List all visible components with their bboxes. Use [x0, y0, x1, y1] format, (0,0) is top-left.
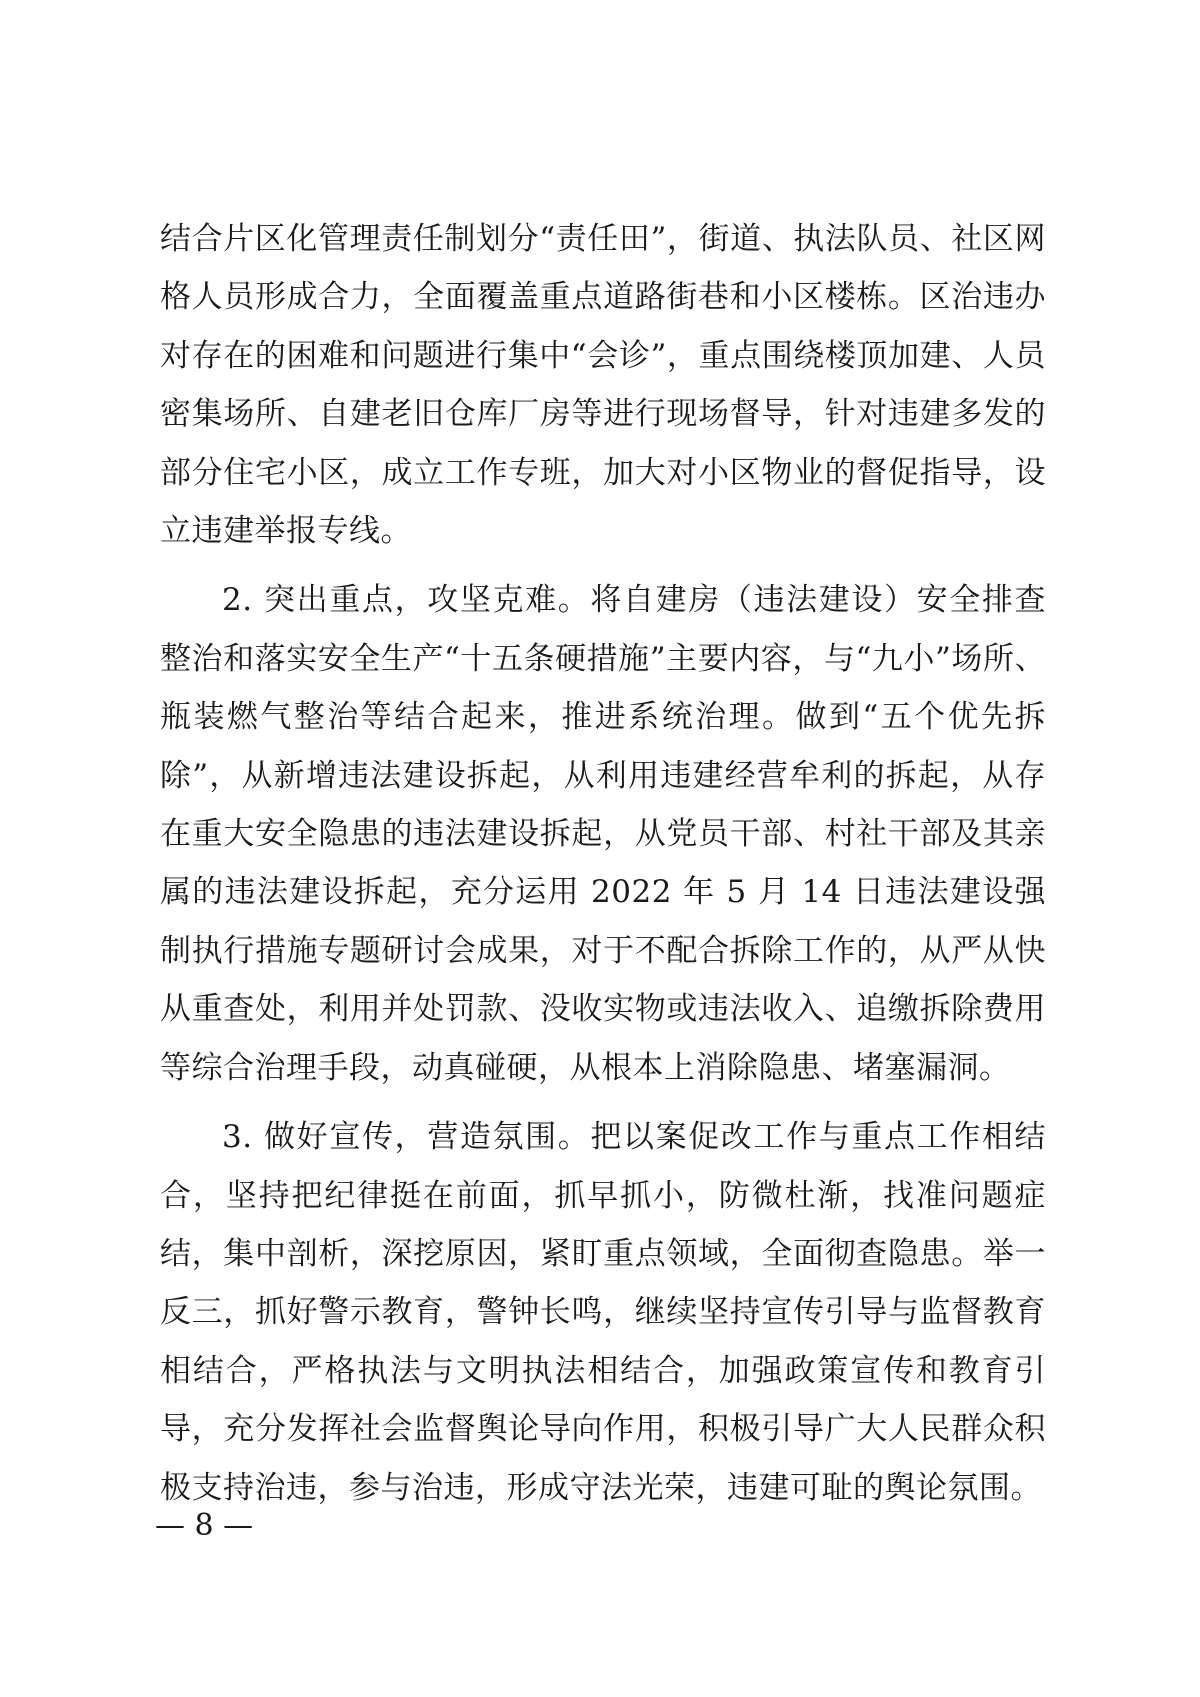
paragraph-section-3: 3. 做好宣传，营造氛围。把以案促改工作与重点工作相结合，坚持把纪律挺在前面，抓早抓小，防微杜渐，找准问题症结，集中剖析，深挖原因，紧盯重点领域，全面彻查隐患。举一反三，抓好警示教育，警钟长鸣，继续坚持宣传引导与监督教育相结合，严格执法与文明执法相结合，加强政策宣传和教育引导，充分发挥社会监督舆论导向作用，积极引导广大人民群众积极支持治违，参与治违，形成守法光荣，违建可耻的舆论氛围。 [160, 1119, 1046, 1506]
document-body [160, 210, 1046, 1528]
paragraph-section-2: 2. 突出重点，攻坚克难。将自建房（违法建设）安全排查整治和落实安全生产“十五条硬措施”主要内容，与“九小”场所、瓶装燃气整治等结合起来，推进系统治理。做到“五个优先拆除”，从新增违法建设拆起，从利用违建经营牟利的拆起，从存在重大安全隐患的违法建设拆起，从党员干部、村社干部及其亲属的违法建设拆起，充分运用 2022 年 5 月 14 日违法建设强制执行措施专题研讨会成果，对于不配合拆除工作的，从严从快从重查处，利用并处罚款、没收实物或违法收入、追缴拆除费用等综合治理手段，动真碰硬，从根本上消除隐患、堵塞漏洞。 [160, 582, 1046, 1086]
paragraph-continuation: 结合片区化管理责任制划分“责任田”，街道、执法队员、社区网格人员形成合力，全面覆盖重点道路街巷和小区楼栋。区治违办对存在的困难和问题进行集中“会诊”，重点围绕楼顶加建、人员密集场所、自建老旧仓库厂房等进行现场督导，针对违建多发的部分住宅小区，成立工作专班，加大对小区物业的督促指导，设立违建举报专线。 [160, 221, 1046, 550]
page-number: — 8 — [155, 1508, 254, 1543]
